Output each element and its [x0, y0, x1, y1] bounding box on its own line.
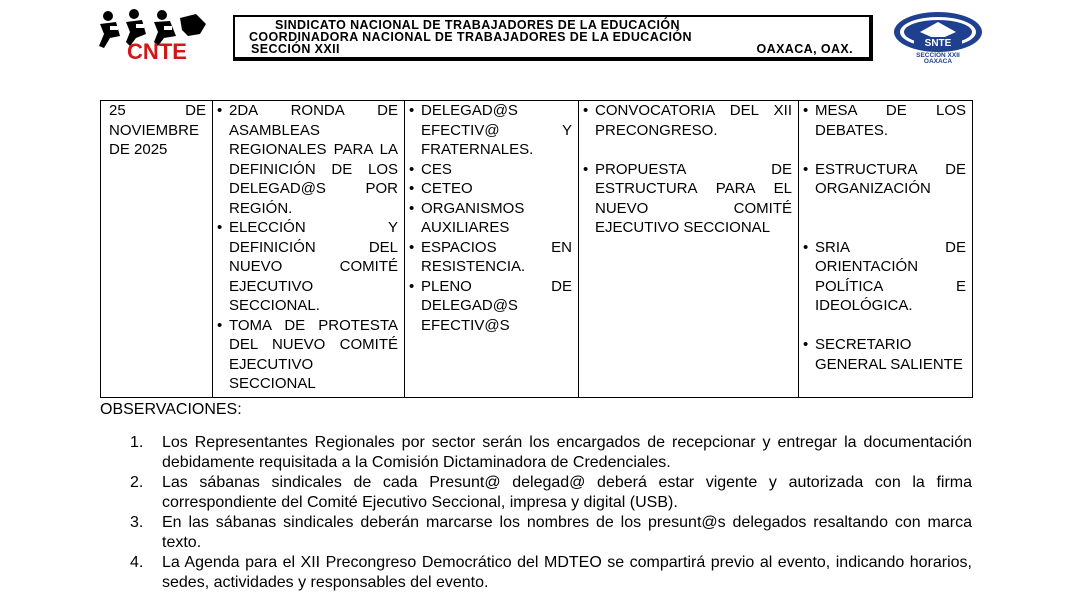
- list-item: • 2DA RONDA DE ASAMBLEAS REGIONALES PARA LA DEFINICIÓN DE LOS DELEGAD@S POR REGIÓN.: [217, 101, 398, 218]
- responsible-cell: [799, 101, 973, 398]
- snte-logo-caption-state: OAXACA: [923, 58, 953, 64]
- cnte-logo-text: CNTE: [127, 39, 187, 62]
- snte-logo: [890, 10, 986, 64]
- list-item: • SECRETARIO GENERAL SALIENTE: [803, 335, 966, 374]
- list-item: • TOMA DE PROTESTA DEL NUEVO COMITÉ EJECUTIVO SECCIONAL: [217, 316, 398, 394]
- item-number: 2.: [130, 474, 144, 491]
- participants-cell: [405, 101, 579, 398]
- cnte-logo: [96, 8, 218, 62]
- list-item: • MESA DE LOS DEBATES.: [803, 101, 966, 140]
- date-cell: 25 DE NOVIEMBRE DE 2025: [101, 101, 213, 398]
- table-row: [101, 101, 973, 398]
- list-item: • ORGANISMOS AUXILIARES: [409, 199, 572, 238]
- list-item: • SRIA DE ORIENTACIÓN POLÍTICA E IDEOLÓGICA.: [803, 238, 966, 316]
- list-item: • ESPACIOS EN RESISTENCIA.: [409, 238, 572, 277]
- item-number: 1.: [130, 434, 144, 451]
- list-item: • CONVOCATORIA DEL XII PRECONGRESO.: [583, 101, 792, 140]
- list-item: • CETEO: [409, 179, 572, 199]
- snte-logo-caption-section: SECCION XXII: [916, 52, 960, 59]
- activities-cell: [213, 101, 405, 398]
- documents-cell: [579, 101, 799, 398]
- item-number: 3.: [130, 514, 144, 531]
- observations-list: [100, 433, 972, 593]
- schedule-table: [100, 100, 973, 398]
- list-item: • CES: [409, 160, 572, 180]
- header-union-name: SINDICATO NACIONAL DE TRABAJADORES DE LA EDUCACIÓN: [275, 18, 680, 32]
- list-item: • PLENO DE DELEGAD@S EFECTIV@S: [409, 277, 572, 336]
- item-text: En las sábanas sindicales deberán marcarse los nombres de los presunt@s delegados resaltando con marca texto.: [162, 514, 972, 551]
- list-item: [100, 553, 972, 593]
- item-text: Los Representantes Regionales por sector serán los encargados de recepcionar y entregar la documentación debidamente requisitada a la Comisión Dictaminadora de Credenciales.: [162, 434, 972, 471]
- observations-title: OBSERVACIONES:: [100, 401, 242, 418]
- list-item: [100, 513, 972, 553]
- item-number: 4.: [130, 554, 144, 571]
- snte-logo-text: SNTE: [924, 38, 952, 49]
- list-item: • DELEGAD@S EFECTIV@ Y FRATERNALES.: [409, 101, 572, 160]
- item-text: Las sábanas sindicales de cada Presunt@ delegad@ deberá estar vigente y autorizada con la firma correspondiente del Comité Ejecutivo Seccional, impresa y digital (USB).: [162, 474, 972, 511]
- header-coordinator-name: COORDINADORA NACIONAL DE TRABAJADORES DE LA EDUCACIÓN: [249, 30, 692, 44]
- list-item: • ESTRUCTURA DE ORGANIZACIÓN: [803, 160, 966, 199]
- list-item: [100, 433, 972, 473]
- document-header: [233, 15, 873, 61]
- list-item: • ELECCIÓN Y DEFINICIÓN DEL NUEVO COMITÉ EJECUTIVO SECCIONAL.: [217, 218, 398, 316]
- header-location: OAXACA, OAX.: [756, 42, 853, 56]
- header-section: SECCIÓN XXII: [251, 42, 340, 56]
- list-item: • PROPUESTA DE ESTRUCTURA PARA EL NUEVO COMITÉ EJECUTIVO SECCIONAL: [583, 160, 792, 238]
- item-text: La Agenda para el XII Precongreso Democrático del MDTEO se compartirá previo al evento, indicando horarios, sedes, actividades y responsables del evento.: [162, 554, 972, 591]
- list-item: [100, 473, 972, 513]
